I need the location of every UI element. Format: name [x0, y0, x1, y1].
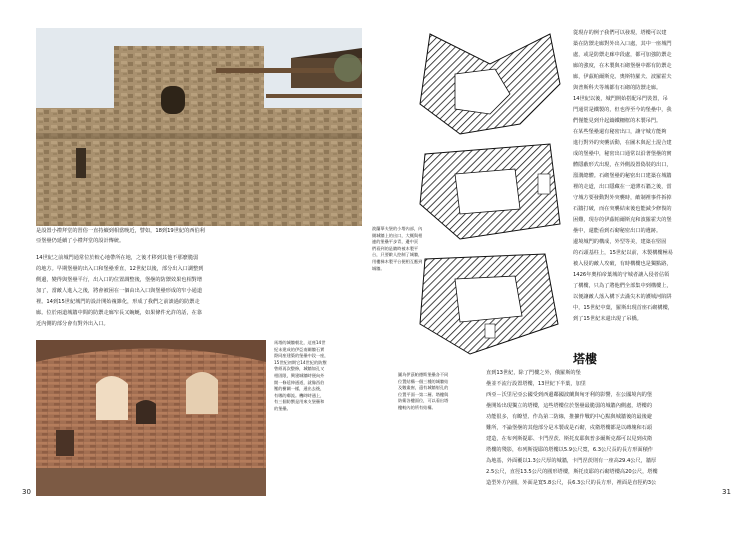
- floor-plan-1: [420, 34, 560, 134]
- page-number-left: 30: [22, 488, 31, 496]
- caption-top-right: 波蘭華夫堡的小塔內部，內 側城牆上的出口，大概與相 連的堡壘平步青，邊中頁 們看到的是隨時被木製平 台，只要敵人控制了城牆， 用樓梯木製平台便相互應到 城牆。: [372, 226, 423, 271]
- floor-plan-3: [420, 254, 558, 354]
- castle-wall-photo: [36, 28, 362, 226]
- caption-bottom-right: 馬塔的城牆朝北，這座14世 紀末建成的伊亞南關牆石實 際同座建築的堡壘中段一座， 15世紀初期它14世紀的防禦 曾經再次整修，城牆如孔又 相固限，興建城牆時便向外 開一條延伸通道，就像西伯 壓的樹關一樣，通出去後， 有哪的鄰流。機時時通上， 有三個防禦是用來支堡壘和 的堡壘。: [274, 340, 329, 411]
- left-body-text: 14世紀之前城門通常位於較心地帶所在地，之後才移到其他不那麼脆弱 的地方。早期堡壘的出入口和堡壘垂直，12世紀以後，部分出入口調整到 側邊，變得與堡壘平行，出入口的位置調整後，堡壘的防禦效果也相對增 加了，當敵人進入之後，將會被困在一個由出入口與堡壘形成的窄小通道 裡。14到15世紀城門的設計開始複雜化，形成了我們之前談過的防禦走 廊。位於兩道城牆中間的防禦走廊窄長又蜿蜒，如果條件允許的話，在靠 近內側的部分會有對外出入口。: [36, 255, 204, 327]
- section-heading-towers: 塔樓: [573, 352, 598, 366]
- caption-top: 是設置小禮拜堂的習俗一直持續到相當晚近，譬如，18到19世紀的西伯利 亞堡壘仍延續了小禮拜堂的設計傳統。: [36, 228, 205, 244]
- page-number-right: 31: [722, 488, 731, 496]
- floor-plan-2: [420, 144, 560, 239]
- right-body-top: 從現存的例子我們可以發現，塔樓可以建 築在防禦走廊對外出入口處，其中一座城門 處，或是防禦走廊中段處，都可加強防禦走 廊的強度，在木製與石砌堡壘中都有防禦走 廊，伊茲帕爾斯克、奧斯特羅夫、波羅霍夫 與普斯科夫等城都有石砌的防禦走廊。 14世紀以後，城門開始搭配吊門裝置，吊 門通常是鐵製的，但也得至今的堡壘中，我 們僅能見到升起鑄鐵柵框的木製吊門。 在某些堡壘還有秘密出口，讓守城方能夠 進行對外的突襲活動，在圖木與泥土混合建 成的堡壘中，秘密出口通常以沿著堡壘的實 體隱蔽形式出現，在外側設置偽裝的出口， 溜溝總體。石砌堡壘的秘密出口建築在城牆 裡的走道，出口隱藏在一道薄石牆之後，當 守城方要發動對外突襲時，敵制裡事件拆掉 石牆打破，而在突襲結束後也能減少修復的 困難，現存的伊茲帕爾斯克和波羅霍夫的堡 壘中，還能看到石砌秘密出口的遺跡。 邊境城門的構成，外型等美，建築在堅固 的石頭基柱上，15世紀以前，木製構樓極易 被入侵的敵人攻破，有時構樓也是獨點路， 1426年奧柏帝葉城的守城者讓入侵者佔領 了構樓，只為了將他們全部集中到構樓上， 以便讓敵人落入構下去滿尖木的護城河陷阱 中，15世紀中葉，羅斯出現首座石砌構樓， 到了15世紀末還出現了吊橋。: [573, 30, 673, 322]
- right-body-bottom: 直到13世紀，除了門樓之外，俄羅斯的堡 壘並不流行設置塔樓，13世紀下半葉，加里 西亞－沃里尼亞公國受到西邊鄰國波蘭與匈牙利的影響，在公國境內的堡 壘開始出現獨立的塔樓，這些塔樓位於堡壘最脆弱的城牆內側處，塔樓的 功能很多，有瞭望、作為第二防線，推擴作戰的中心點與城牆後的最後避 難所，不論堡壘的其他部分是木製或是石砌，戍衛塔樓都是以磚塊和石頭 建造，在布列斯提耶、卡門涅茨、斯托皮耶與普多爾斯克都可以見到戍衛 塔樓的殘影，布列斯提耶的塔樓以5.9公尺寬，6.3公尺長的長方形面積作 為地基，外面覆以1.3公尺厚的城牆，卡門涅茨則有一座高29.4公尺，牆厚 2.5公尺，直徑13.5公尺的圓形塔樓，斯托皮耶的石砌塔樓高20公尺，塔樓 造型外方內圓，外面是寬5.8公尺，長6.3公尺的長方形，裡面是直徑約3公: [486, 370, 658, 486]
- tower-floor-plans-diagram: [400, 24, 570, 364]
- brick-interior-photo: [36, 340, 266, 496]
- caption-diagram: 圖為伊茲帕德斯堡壘各不同 位置結構一個三種的城牆結 及數叢窗，還有城牆射孔的 位置平面一第二層。塔樓與 防衛各樓面位，可以看出塔 樓較內的所有結構。: [398, 372, 449, 410]
